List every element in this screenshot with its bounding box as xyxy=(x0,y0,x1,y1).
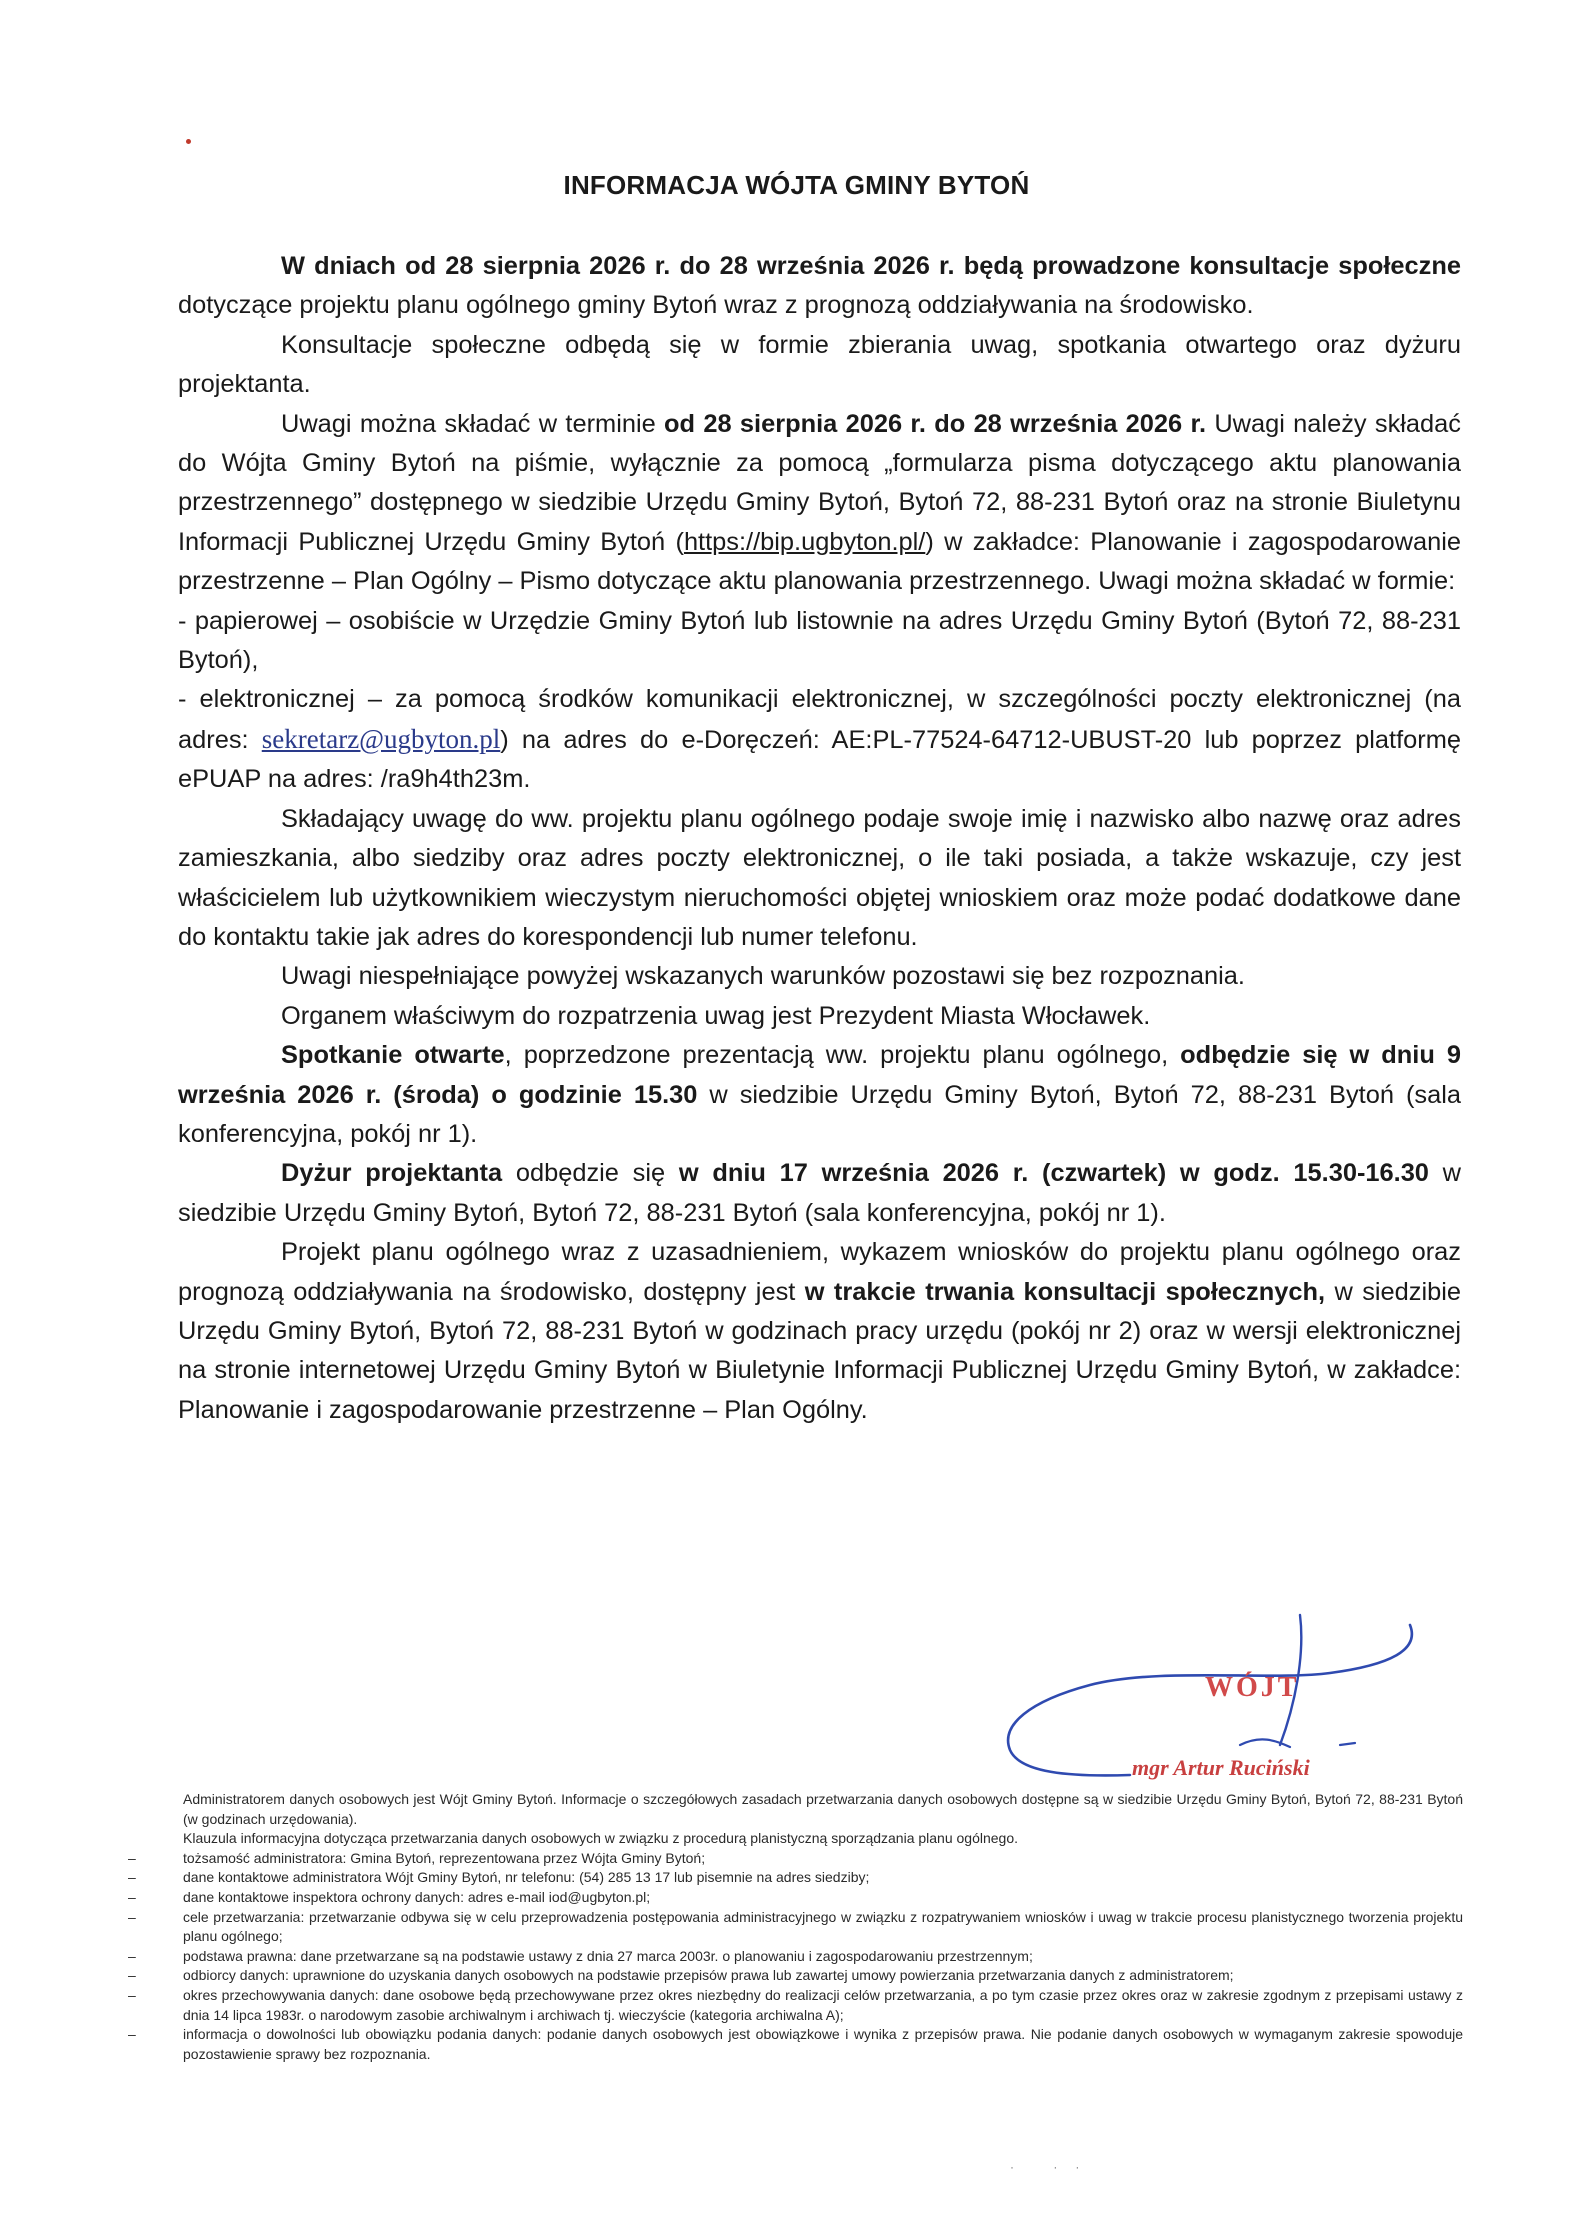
list-item: – dane kontaktowe administratora Wójt Gminy Bytoń, nr telefonu: (54) 285 13 17 lub pisemnie na adres siedziby; xyxy=(183,1868,1463,1888)
scan-artifact: · ·· xyxy=(1010,2160,1098,2174)
paragraph-designer-duty: Dyżur projektanta odbędzie się w dniu 17 września 2026 r. (czwartek) w godz. 15.30-16.30 w siedzibie Urzędu Gminy Bytoń, Bytoń 72, 88-231 Bytoń (sala konferencyjna, pokój nr 1). xyxy=(178,1159,1461,1227)
email-link[interactable]: sekretarz@ugbyton.pl xyxy=(261,723,501,754)
footer-clause: Klauzula informacyjna dotycząca przetwarzania danych osobowych w związku z procedurą planistyczną sporządzania planu ogólnego. xyxy=(183,1830,1019,1847)
footer-list xyxy=(183,1849,1463,2065)
list-item: – informacja o dowolności lub obowiązku podania danych: podanie danych osobowych jest obowiązkowe i wynika z przepisów prawa. Nie podanie danych osobowych w wymaganym zakresie spowoduje pozostawienie sprawy bez rozpoznania. xyxy=(183,2025,1463,2064)
paragraph-forms: Konsultacje społeczne odbędą się w formie zbierania uwag, spotkania otwartego oraz dyżuru projektanta. xyxy=(178,330,1461,399)
bip-link[interactable]: https://bip.ugbyton.pl/ xyxy=(683,527,926,556)
paragraph-authority: Organem właściwym do rozpatrzenia uwag jest Prezydent Miasta Włocławek. xyxy=(281,1001,1151,1030)
stamp-name: mgr Artur Ruciński xyxy=(1132,1755,1310,1780)
list-item: – odbiorcy danych: uprawnione do uzyskania danych osobowych na podstawie przepisów prawa lub zawartej umowy powierzania przetwarzania danych z administratorem; xyxy=(183,1966,1463,1986)
list-item: – okres przechowywania danych: dane osobowe będą przechowywane przez okres niezbędny do realizacji celów przetwarzania, a po tym czasie przez okres oraz w zakresie zgodnym z przepisami ustawy z dnia 14 lipca 1983r. o narodowym zasobie archiwalnym i archiwach tj. wieczyście (kategoria archiwalna A); xyxy=(183,1986,1463,2025)
paragraph-unmet-conditions: Uwagi niespełniające powyżej wskazanych warunków pozostawi się bez rozpoznania. xyxy=(281,962,1245,991)
gdpr-footer xyxy=(183,1790,1463,2064)
document-title: INFORMACJA WÓJTA GMINY BYTOŃ xyxy=(563,170,1030,200)
paragraph-dates: W dniach od 28 sierpnia 2026 r. do 28 września 2026 r. będą prowadzone konsultacje społeczne dotyczące projektu planu ogólnego gminy Bytoń wraz z prognozą oddziaływania na środowisko. xyxy=(178,252,1461,320)
footer-intro: Administratorem danych osobowych jest Wójt Gminy Bytoń. Informacje o szczegółowych zasadach przetwarzania danych osobowych dostępne są w siedzibie Urzędu Gminy Bytoń, Bytoń 72, 88-231 Bytoń (w godzinach urzędowania). xyxy=(183,1791,1463,1827)
paragraph-electronic-form: - elektronicznej – za pomocą środków komunikacji elektronicznej, w szczególności poczty elektronicznej (na adres: sekretarz@ugbyton.pl) na adres do e-Doręczeń: AE:PL-77524-64712-UBUST-20 lub poprzez platformę ePUAP na adres: /ra9h4th23m. xyxy=(178,685,1461,794)
list-item: – cele przetwarzania: przetwarzanie odbywa się w celu przeprowadzenia postępowania administracyjnego w związku z rozpatrywaniem wniosków i uwag w trakcie procesu planistycznego tworzenia projektu planu ogólnego; xyxy=(183,1908,1463,1947)
stamp-title: WÓJT xyxy=(1205,1672,1300,1703)
paragraph-paper-form: - papierowej – osobiście w Urzędzie Gminy Bytoń lub listownie na adres Urzędu Gminy Bytoń (Bytoń 72, 88-231 Bytoń), xyxy=(178,606,1461,675)
list-item: – podstawa prawna: dane przetwarzane są na podstawie ustawy z dnia 27 marca 2003r. o planowaniu i zagospodarowaniu przestrzennym; xyxy=(183,1947,1463,1967)
paragraph-submitter-data: Składający uwagę do ww. projektu planu ogólnego podaje swoje imię i nazwisko albo nazwę oraz adres zamieszkania, albo siedziby oraz adres poczty elektronicznej, o ile taki posiada, a także wskazuje, czy jest właścicielem lub użytkownikiem wieczystym nieruchomości objętej wnioskiem oraz może podać dodatkowe dane do kontaktu takie jak adres do korespondencji lub numer telefonu. xyxy=(178,804,1461,951)
paragraph-open-meeting: Spotkanie otwarte, poprzedzone prezentacją ww. projektu planu ogólnego, odbędzie się w dniu 9 września 2026 r. (środa) o godzinie 15.30 w siedzibie Urzędu Gminy Bytoń, Bytoń 72, 88-231 Bytoń (sala konferencyjna, pokój nr 1). xyxy=(178,1041,1461,1148)
list-item: – dane kontaktowe inspektora ochrony danych: adres e-mail iod@ugbyton.pl; xyxy=(183,1888,1463,1908)
document-body xyxy=(178,247,1461,1430)
paragraph-project-availability: Projekt planu ogólnego wraz z uzasadnieniem, wykazem wniosków do projektu planu ogólnego oraz prognozą oddziaływania na środowisko, dostępny jest w trakcie trwania konsultacji społecznych, w siedzibie Urzędu Gminy Bytoń, Bytoń 72, 88-231 Bytoń w godzinach pracy urzędu (pokój nr 2) oraz w wersji elektronicznej na stronie internetowej Urzędu Gminy Bytoń w Biuletynie Informacji Publicznej Urzędu Gminy Bytoń, w zakładce: Planowanie i zagospodarowanie przestrzenne – Plan Ogólny. xyxy=(178,1238,1462,1424)
stray-mark xyxy=(186,139,191,144)
paragraph-submission: Uwagi można składać w terminie od 28 sierpnia 2026 r. do 28 września 2026 r. Uwagi należy składać do Wójta Gminy Bytoń na piśmie, wyłącznie za pomocą „formularza pisma dotyczącego aktu planowania przestrzennego” dostępnego w siedzibie Urzędu Gminy Bytoń, Bytoń 72, 88-231 Bytoń oraz na stronie Biuletynu Informacji Publicznej Urzędu Gminy Bytoń (https://bip.ugbyton.pl/) w zakładce: Planowanie i zagospodarowanie przestrzenne – Plan Ogólny – Pismo dotyczące aktu planowania przestrzennego. Uwagi można składać w formie: xyxy=(178,409,1461,596)
list-item: – tożsamość administratora: Gmina Bytoń, reprezentowana przez Wójta Gminy Bytoń; xyxy=(183,1849,1463,1869)
